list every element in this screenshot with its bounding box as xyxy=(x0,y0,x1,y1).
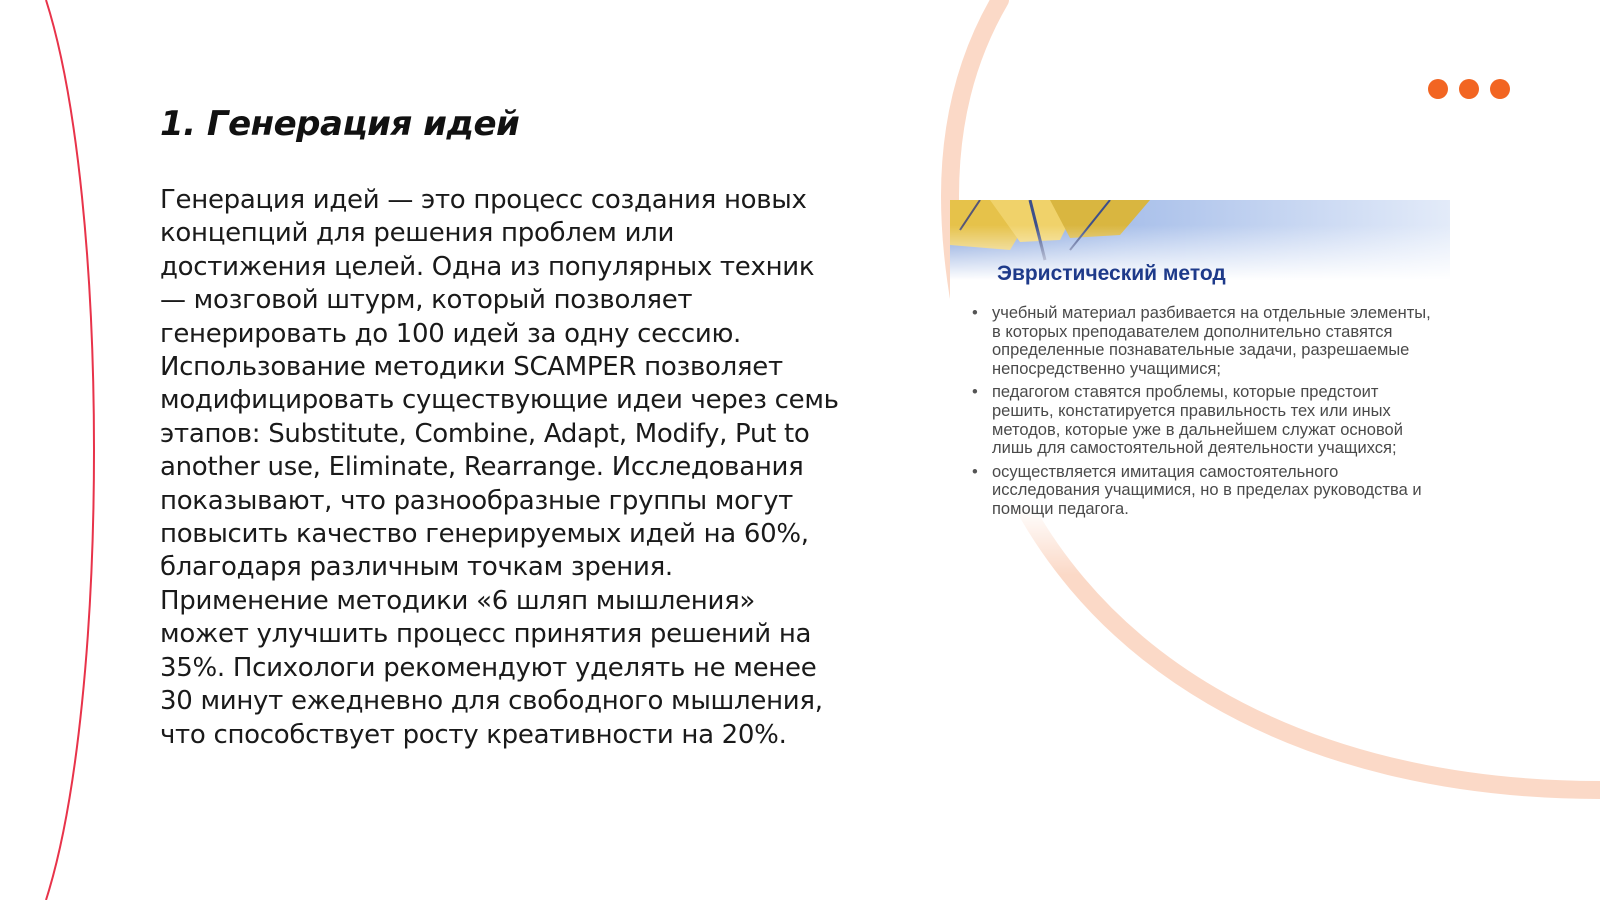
list-item-text: осуществляется имитация самостоятельного исследования учащимися, но в пределах руководства и помощи педагога. xyxy=(992,462,1422,518)
menu-dots-icon xyxy=(1428,79,1510,99)
bullet-icon: • xyxy=(972,304,978,322)
heuristic-method-image xyxy=(950,200,1450,575)
image-heading: Эвристический метод xyxy=(997,262,1226,285)
left-red-curve xyxy=(46,0,94,900)
dot-icon xyxy=(1459,79,1479,99)
image-bullet-list xyxy=(972,304,1442,524)
list-item xyxy=(972,304,1442,378)
dot-icon xyxy=(1428,79,1448,99)
list-item-text: педагогом ставятся проблемы, которые предстоит решить, констатируется правильность тех или иных методов, которые уже в дальнейшем служат основой лишь для самостоятельной деятельности учащихся; xyxy=(992,383,1403,458)
bullet-icon: • xyxy=(972,383,978,402)
dot-icon xyxy=(1490,79,1510,99)
list-item xyxy=(972,383,1442,457)
list-item-text: учебный материал разбивается на отдельные элементы, в которых преподавателем дополнительно ставятся определенные познавательные задачи, разрешаемые непосредственно учащимися; xyxy=(992,304,1431,378)
slide-body-text: Генерация идей — это процесс создания новых концепций для решения проблем или достижения целей. Одна из популярных техник — мозговой штурм, который позволяет генерировать до 100 идей за одну сессию. Использование методики SCAMPER позволяет модифицировать существующие идеи через семь этапов: Substitute, Combine, Adapt, Modify, Put to another use, Eliminate, Rearrange. Исследования показывают, что разнообразные группы могут повысить качество генерируемых идей на 60%, благодаря различным точкам зрения. Применение методики «6 шляп мышления» может улучшить процесс принятия решений на 35%. Психологи рекомендуют уделять не менее 30 минут ежедневно для свободного мышления, что способствует росту креативности на 20%. xyxy=(160,185,839,750)
slide-title: 1. Генерация идей xyxy=(160,104,520,144)
list-item xyxy=(972,463,1442,519)
bullet-icon: • xyxy=(972,462,978,481)
